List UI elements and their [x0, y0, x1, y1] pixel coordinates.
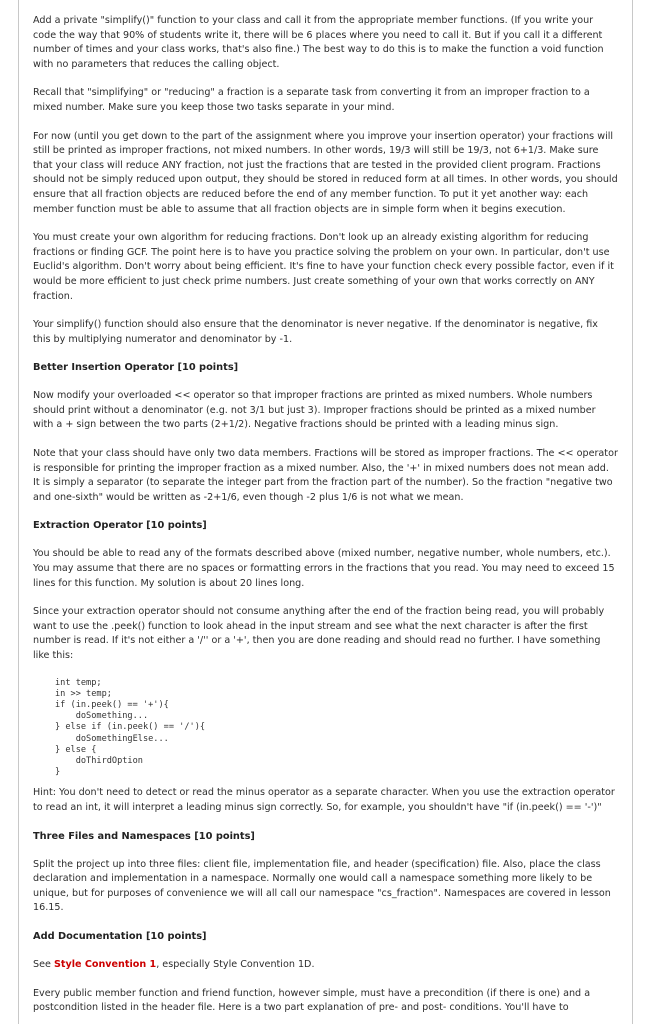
paragraph-hint: Hint: You don't need to detect or read the minus operator as a separate character. When you use the extraction operator to read an int, it will interpret a leading minus sign correctly. So, for example, you shouldn't have "if (in.peek() == '-')"	[33, 787, 615, 814]
heading-three-files-namespaces: Three Files and Namespaces [10 points]	[33, 830, 255, 842]
paragraph-extraction-1: You should be able to read any of the formats described above (mixed number, negative number, whole numbers, etc.). You may assume that there are no spaces or formatting errors in the fractions that you read. You may need to exceed 15 lines for this function. My solution is about 20 lines long.	[33, 548, 615, 589]
paragraph-insertion-2: Note that your class should have only two data members. Fractions will be stored as improper fractions. The << operator is responsible for printing the improper fraction as a mixed number. Also, the '+' in mixed numbers does not mean add. It is simply a separator (to separate the integer part from the fraction part of the number). So the fraction "negative two and one-sixth" would be written as -2+1/6, even though -2 plus 1/6 is not what we mean.	[33, 448, 618, 503]
paragraph-denominator: Your simplify() function should also ensure that the denominator is never negative. If the denominator is negative, fix this by multiplying numerator and denominator by -1.	[33, 319, 598, 345]
document-page	[18, 0, 633, 1024]
paragraph-insertion-1: Now modify your overloaded << operator so that improper fractions are printed as mixed numbers. Whole numbers should print without a denominator (e.g. not 3/1 but just 3). Improper fractions should be printed as a mixed number with a + sign between the two parts (2+1/2). Negative fractions should be printed with a leading minus sign.	[33, 390, 596, 431]
code-sample: int temp; in >> temp; if (in.peek() == '+'){ doSomething... } else if (in.peek() == '/'){ doSomethingElse... } else { doThirdOption }	[55, 677, 206, 778]
paragraph-three-files: Split the project up into three files: client file, implementation file, and header (specification) file. Also, place the class declaration and implementation in a namespace. Normally one would call a namespace something more likely to be unique, but for purposes of convenience we will all call our namespace "cs_fraction". Namespaces are covered in lesson 16.15.	[33, 858, 611, 914]
document-content	[19, 0, 632, 1016]
style-convention-link[interactable]: Style Convention 1	[53, 958, 157, 970]
paragraph-see-style	[33, 958, 618, 973]
paragraph-simplify-intro: Add a private "simplify()" function to your class and call it from the appropriate member functions. (If you write your code the way that 90% of students write it, there will be 6 places where you need to call it. But if you call it a different number of times and your class works, that's also fine.) The best way to do this is to make the function a void function with no parameters that reduces the calling object.	[33, 15, 604, 70]
paragraph-own-algorithm: You must create your own algorithm for reducing fractions. Don't look up an already existing algorithm for reducing fractions or finding GCF. The point here is to have you practice solving the problem on your own. In particular, don't use Euclid's algorithm. Don't worry about being efficient. It's fine to have your function check every possible factor, even if it would be more efficient to just check prime numbers. Just create something of your own that works correctly on ANY fraction.	[33, 232, 614, 302]
heading-insertion-operator: Better Insertion Operator [10 points]	[33, 362, 239, 374]
heading-add-documentation: Add Documentation [10 points]	[33, 930, 207, 942]
see-suffix: , especially Style Convention 1D.	[156, 958, 315, 970]
see-prefix: See	[33, 958, 54, 970]
paragraph-recall: Recall that "simplifying" or "reducing" a fraction is a separate task from converting it from an improper fraction to a mixed number. Make sure you keep those two tasks separate in your mind.	[33, 87, 590, 113]
heading-extraction-operator: Extraction Operator [10 points]	[33, 520, 207, 532]
paragraph-for-now: For now (until you get down to the part of the assignment where you improve your insertion operator) your fractions will still be printed as improper fractions, not mixed numbers. In other words, 19/3 will still be 19/3, not 6+1/3. Make sure that your class will reduce ANY fraction, not just the fractions that are tested in the provided client program. Fractions should not be simply reduced upon output, they should be stored in reduced form at all times. In other words, you should ensure that all fraction objects are reduced before the end of any member function. To put it yet another way: each member function must be able to assume that all fraction objects are in simple form when it begins execution.	[33, 130, 618, 215]
paragraph-extraction-2: Since your extraction operator should not consume anything after the end of the fraction being read, you will probably want to use the .peek() function to look ahead in the input stream and see what the next character is after the first number is read. If it's not either a '/'' or a '+', then you are done reading and should read no further. I have something like this:	[33, 606, 605, 661]
paragraph-every-public: Every public member function and friend function, however simple, must have a precondition (if there is one) and a postcondition listed in the header file. Here is a two part explanation of pre- and post- conditions. You'll have to	[33, 987, 591, 1014]
